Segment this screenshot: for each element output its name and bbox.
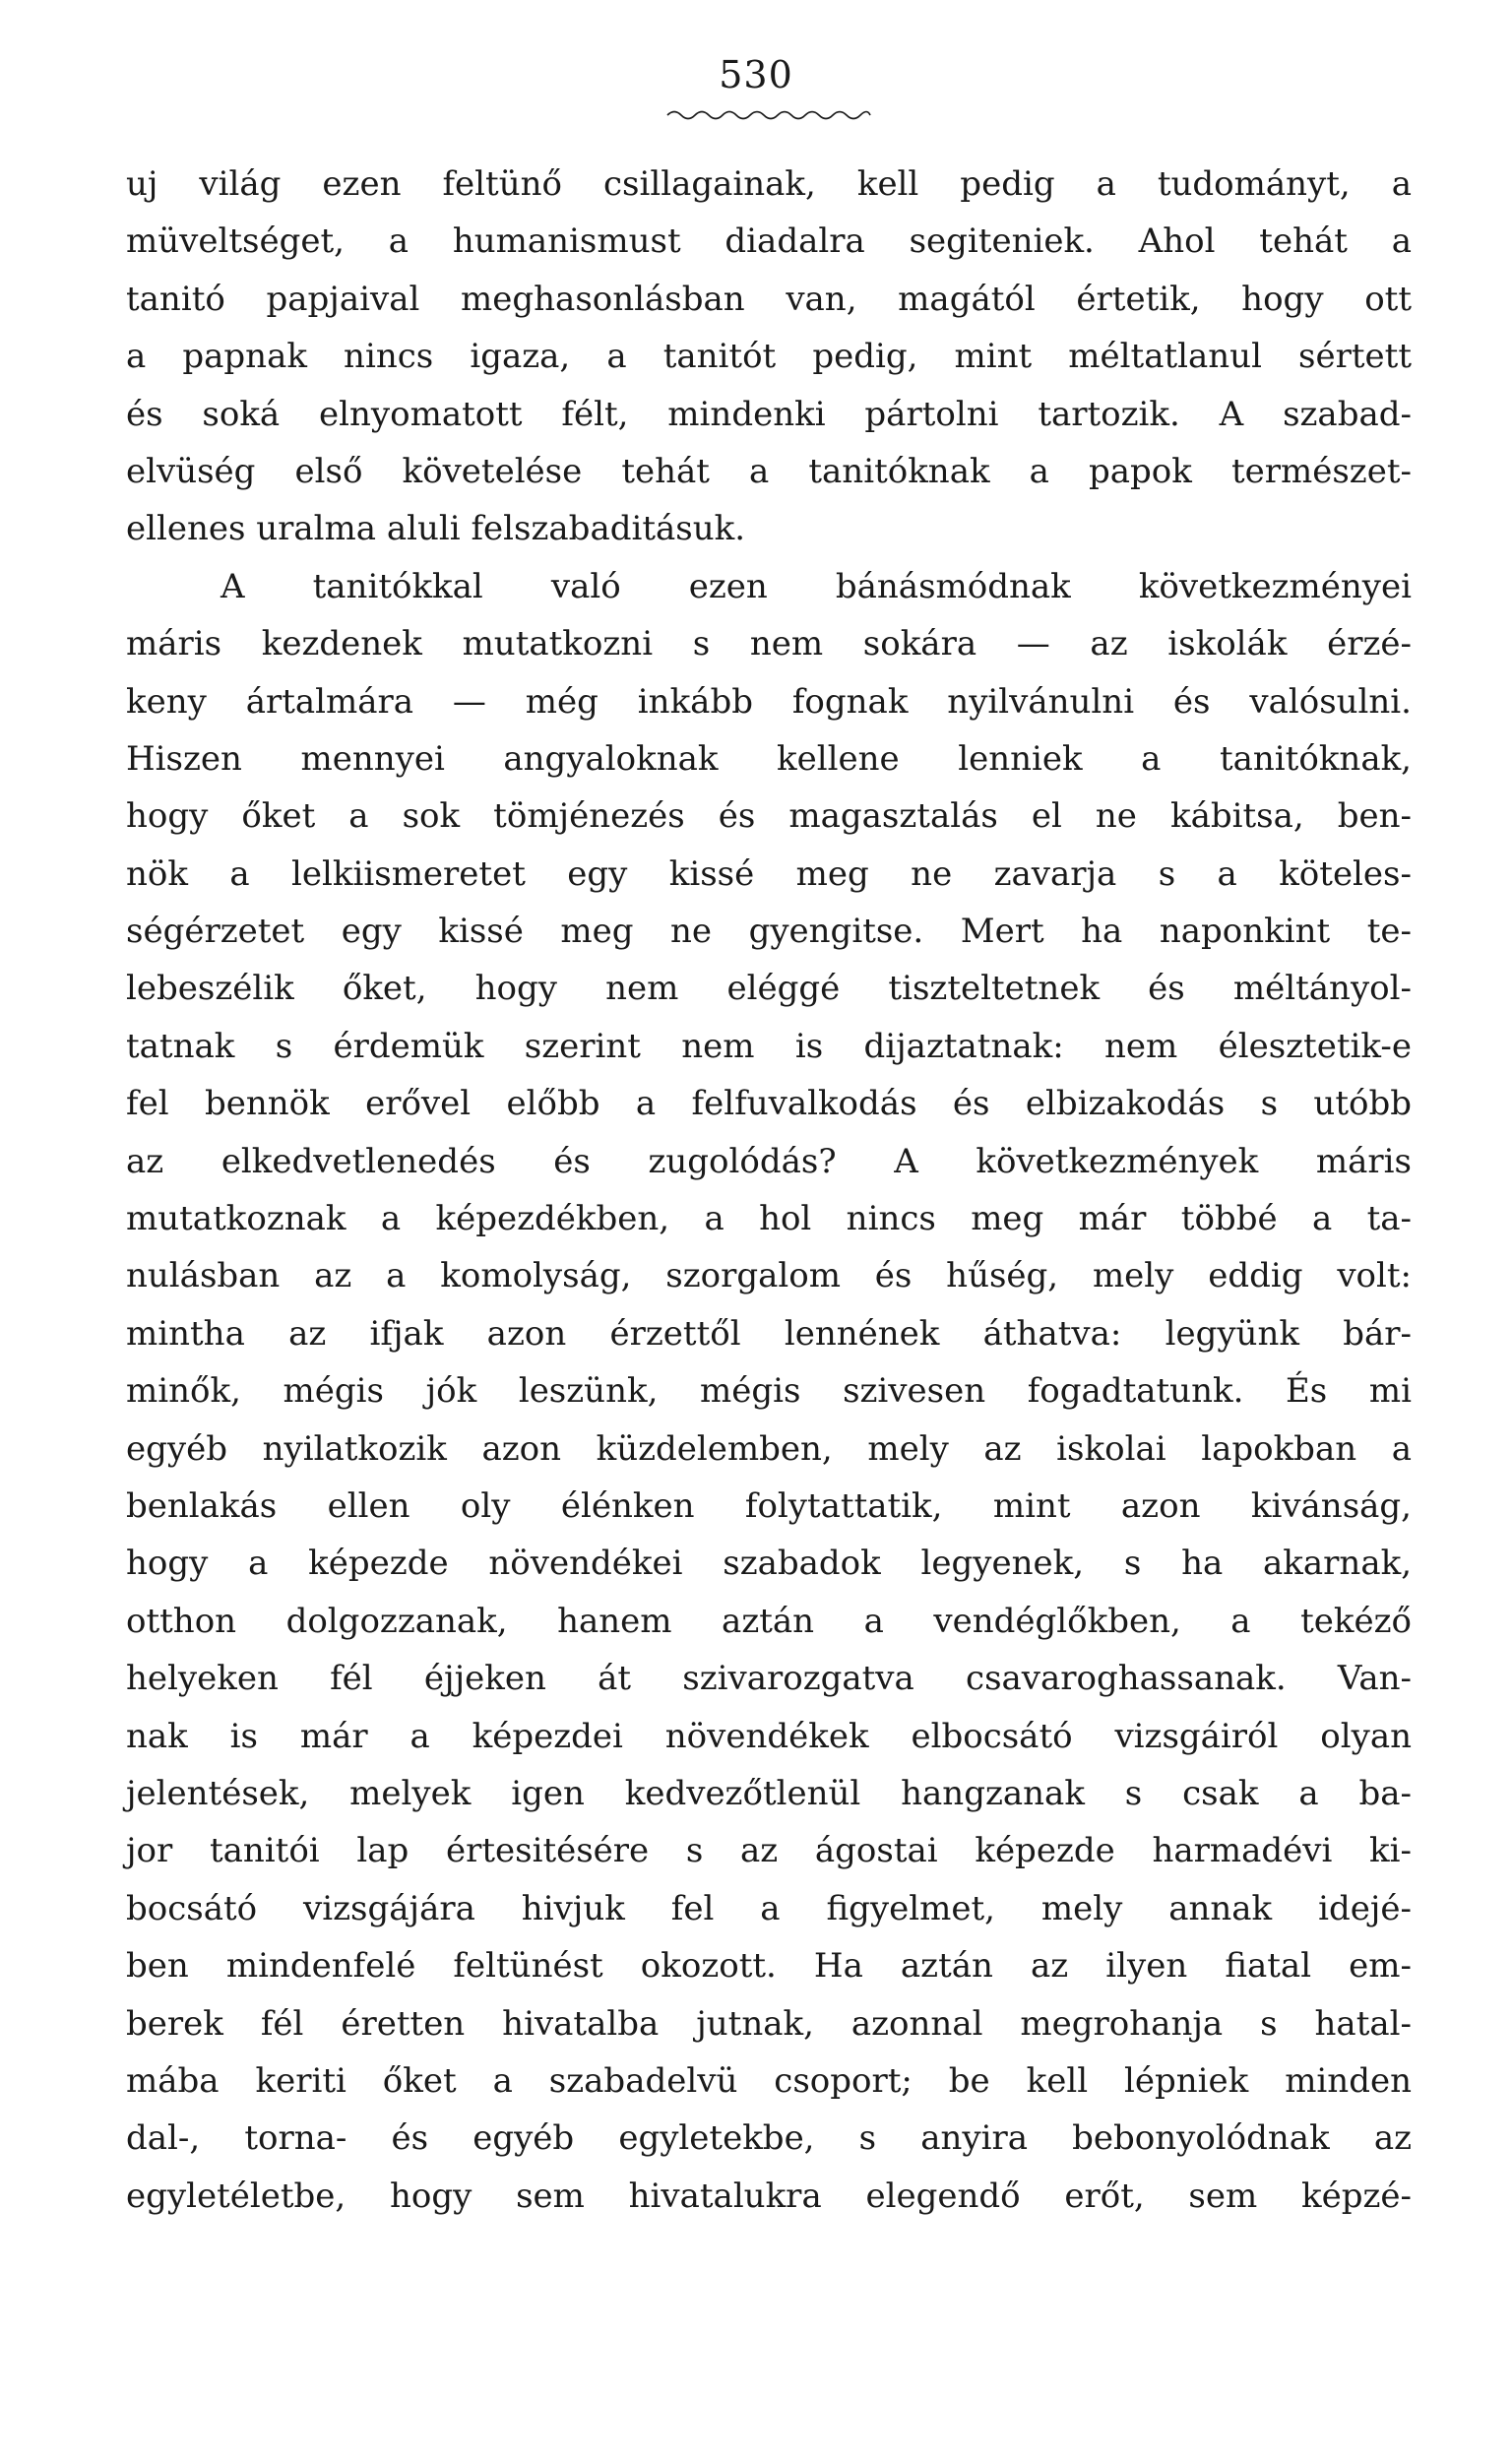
text-line: egyletéletbe, hogy sem hivatalukra elegendő erőt, sem képzé- — [126, 2176, 1412, 2216]
text-line: mutatkoznak a képezdékben, a hol nincs meg már többé a ta- — [126, 1199, 1412, 1239]
text-line: keny ártalmára — még inkább fognak nyilvánulni és valósulni. — [126, 681, 1412, 722]
text-line: dal-, torna- és egyéb egyletekbe, s anyira bebonyolódnak az — [126, 2118, 1412, 2159]
text-line: és soká elnyomatott félt, mindenki pártolni tartozik. A szabad- — [126, 394, 1412, 434]
text-line: helyeken fél éjjeken át szivarozgatva csavaroghassanak. Van- — [126, 1659, 1412, 1699]
paragraph-1 — [126, 156, 1412, 558]
text-line: elvüség első követelése tehát a tanitóknak a papok természet- — [126, 451, 1412, 491]
text-line: Hiszen mennyei angyaloknak kellene lenniek a tanitóknak, — [126, 738, 1412, 779]
text-line: uj világ ezen feltünő csillagainak, kell pedig a tudományt, a — [126, 164, 1412, 204]
text-line: tatnak s érdemük szerint nem is dijaztatnak: nem élesztetik-e — [126, 1026, 1412, 1066]
page-number: 530 — [719, 53, 793, 96]
text-line: müveltséget, a humanismust diadalra segiteniek. Ahol tehát a — [126, 221, 1412, 262]
text-line: ellenes uralma aluli felszabaditásuk. — [126, 509, 746, 549]
text-line: ben mindenfelé feltünést okozott. Ha aztán az ilyen fiatal em- — [126, 1946, 1412, 1987]
text-line: a papnak nincs igaza, a tanitót pedig, mint méltatlanul sértett — [126, 337, 1412, 377]
text-line: fel bennök erővel előbb a felfuvalkodás és elbizakodás s utóbb — [126, 1084, 1412, 1124]
text-line: nök a lelkiismeretet egy kissé meg ne zavarja s a köteles- — [126, 853, 1412, 894]
text-line: lebeszélik őket, hogy nem eléggé tiszteltetnek és méltányol- — [126, 969, 1412, 1009]
text-line: berek fél éretten hivatalba jutnak, azonnal megrohanja s hatal- — [126, 2003, 1412, 2044]
text-line: máris kezdenek mutatkozni s nem sokára — az iskolák érzé- — [126, 624, 1412, 664]
text-line: hogy a képezde növendékei szabadok legyenek, s ha akarnak, — [126, 1544, 1412, 1584]
text-line: A tanitókkal való ezen bánásmódnak következményei — [220, 566, 1412, 606]
page-text — [126, 156, 1412, 2225]
text-line: minők, mégis jók leszünk, mégis szivesen fogadtatunk. És mi — [126, 1371, 1412, 1412]
text-line: jor tanitói lap értesitésére s az ágostai képezde harmadévi ki- — [126, 1831, 1412, 1871]
text-line: hogy őket a sok tömjénezés és magasztalás el ne kábitsa, ben- — [126, 796, 1412, 837]
text-line: benlakás ellen oly élénken folytattatik, mint azon kivánság, — [126, 1485, 1412, 1526]
text-line: egyéb nyilatkozik azon küzdelemben, mely az iskolai lapokban a — [126, 1428, 1412, 1469]
text-line: otthon dolgozzanak, hanem aztán a vendéglőkben, a tekéző — [126, 1601, 1412, 1641]
paragraph-2 — [126, 558, 1412, 2225]
text-line: mintha az ifjak azon érzettől lennének áthatva: legyünk bár- — [126, 1313, 1412, 1354]
text-line: ségérzetet egy kissé meg ne gyengitse. Mert ha naponkint te- — [126, 912, 1412, 952]
text-line: jelentések, melyek igen kedvezőtlenül hangzanak s csak a ba- — [126, 1773, 1412, 1813]
text-line: nak is már a képezdei növendékek elbocsátó vizsgáiról olyan — [126, 1716, 1412, 1756]
text-line: tanitó papjaival meghasonlásban van, magától értetik, hogy ott — [126, 279, 1412, 319]
text-line: mába keriti őket a szabadelvü csoport; be kell lépniek minden — [126, 2060, 1412, 2101]
wavy-ornament-divider — [665, 106, 872, 124]
text-line: nulásban az a komolyság, szorgalom és hűség, mely eddig volt: — [126, 1256, 1412, 1296]
text-line: bocsátó vizsgájára hivjuk fel a figyelmet, mely annak idejé- — [126, 1888, 1412, 1928]
text-line: az elkedvetlenedés és zugolódás? A következmények máris — [126, 1141, 1412, 1181]
